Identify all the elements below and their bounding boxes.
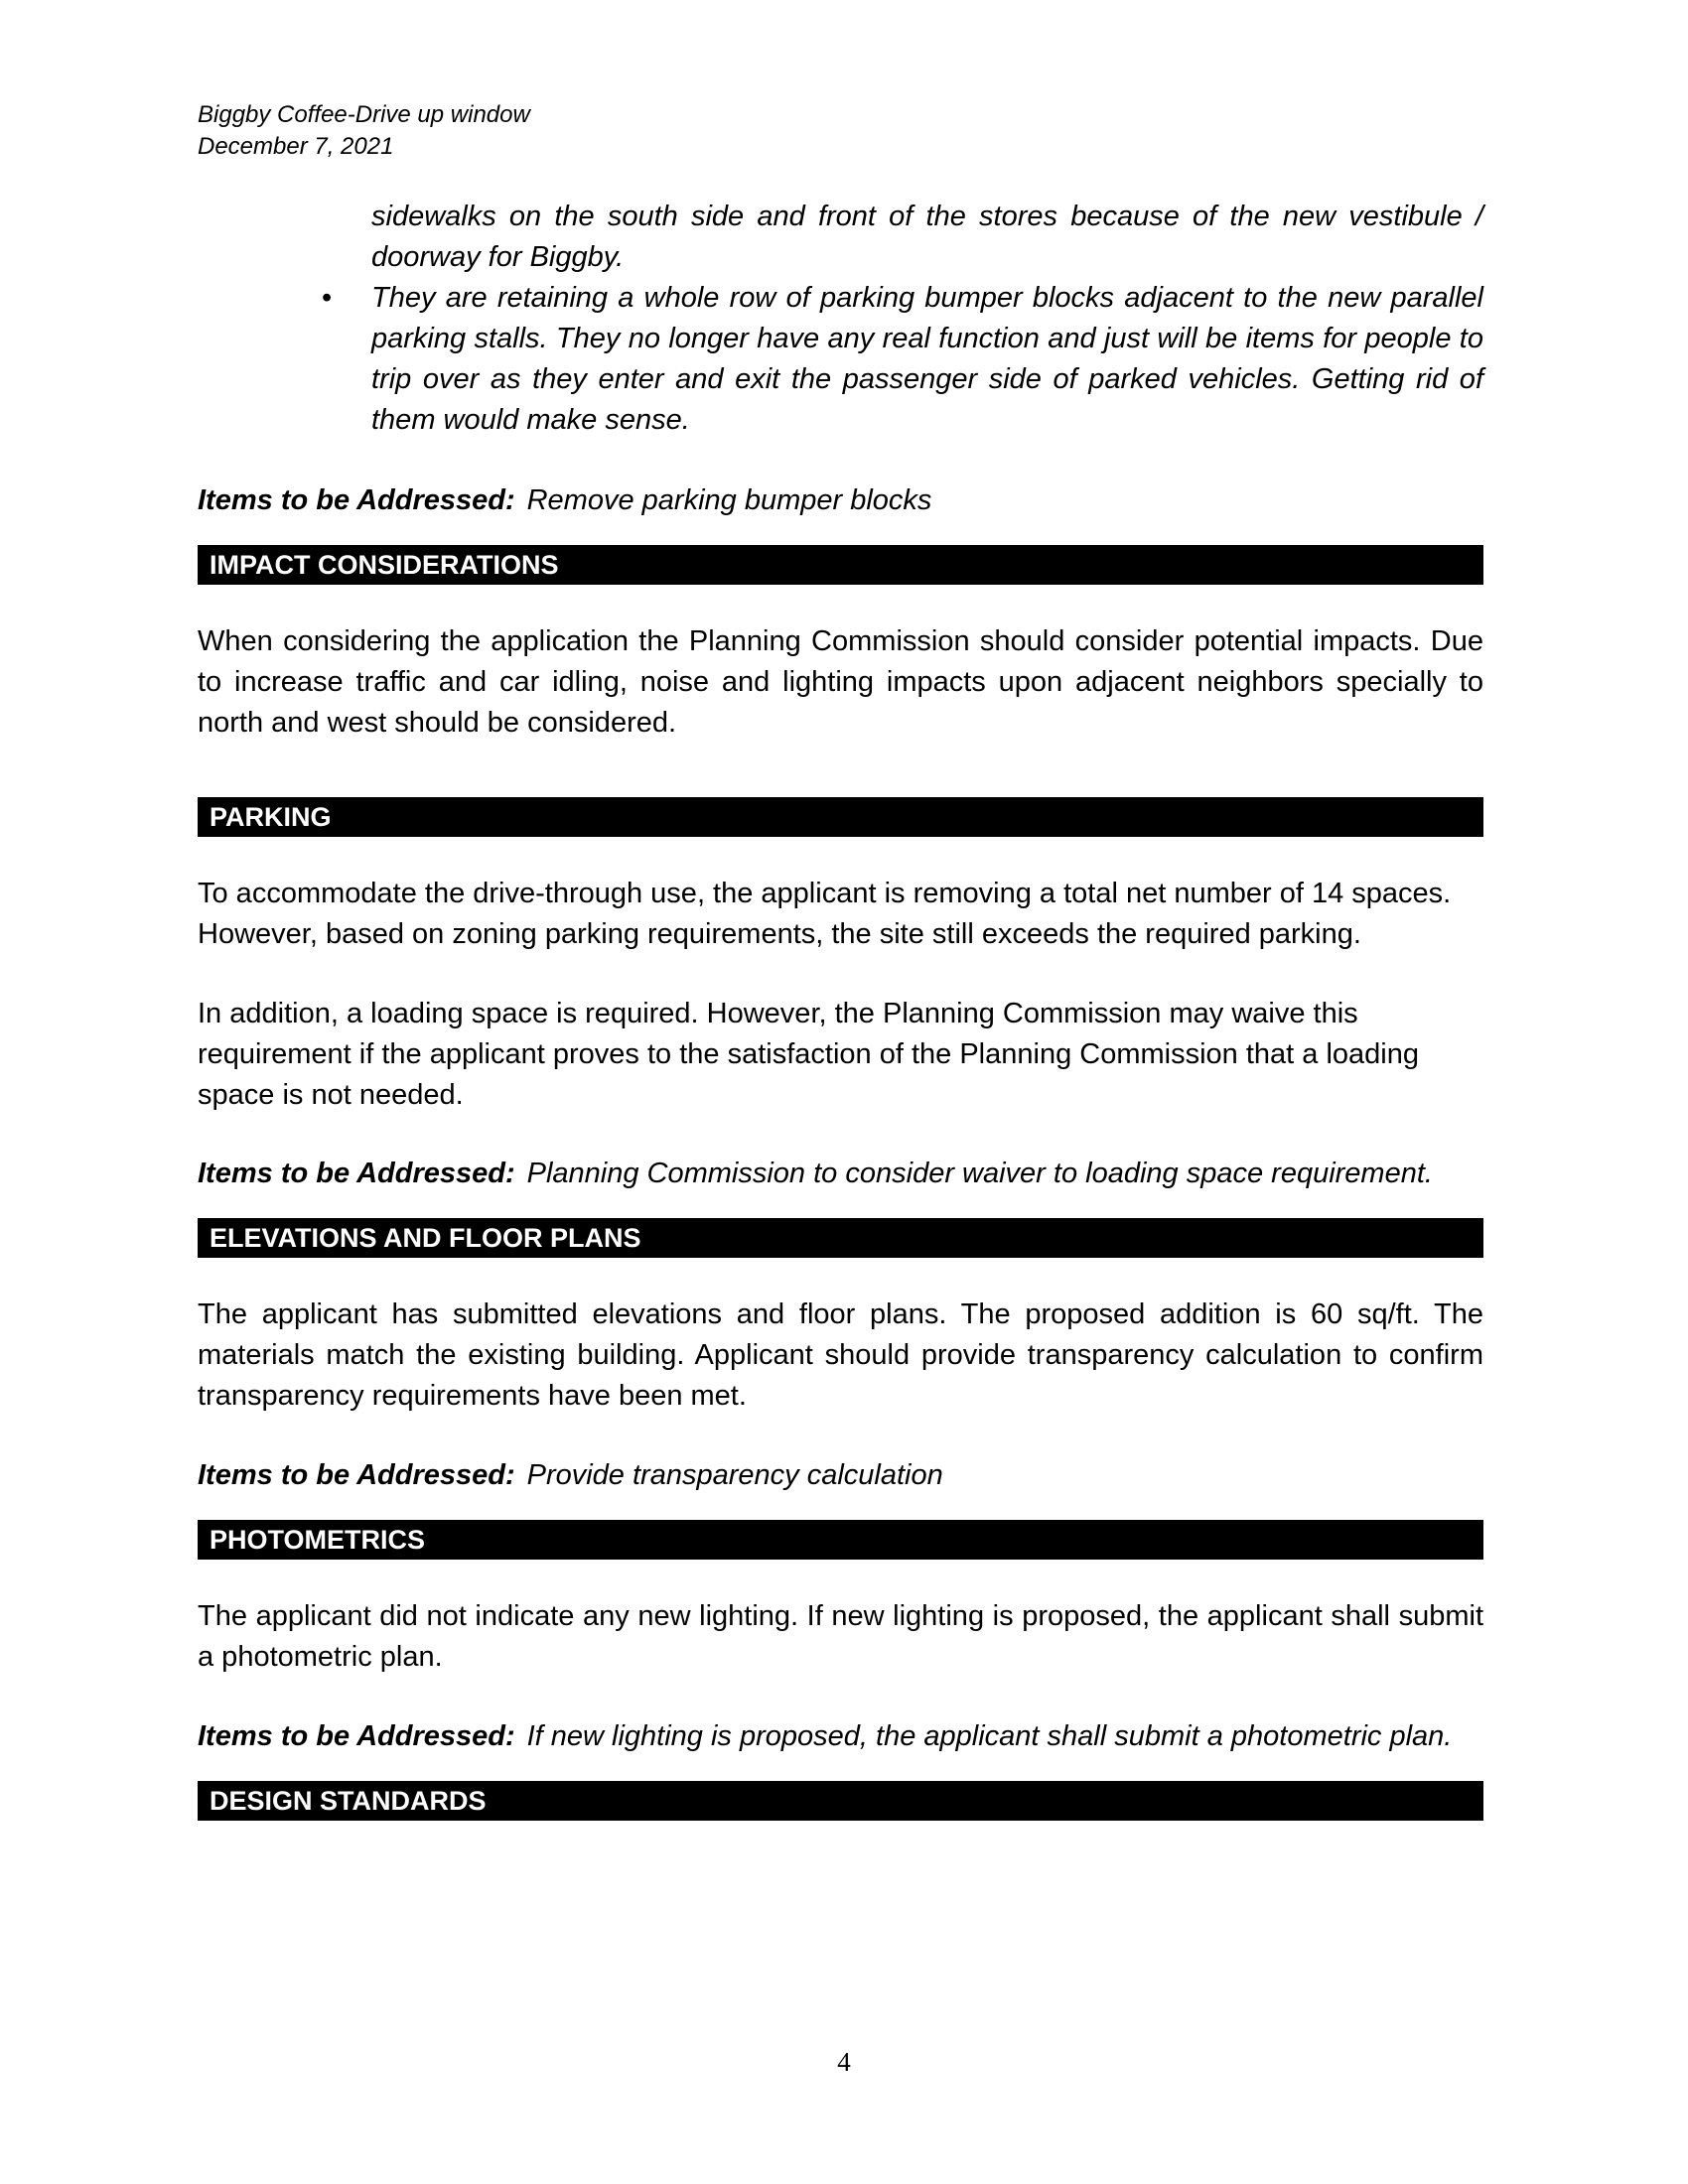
items-to-be-addressed (198, 1154, 1483, 1194)
items-to-be-addressed (198, 1716, 1483, 1757)
addressed-label: Items to be Addressed: (198, 484, 515, 516)
section-heading-photometrics: PHOTOMETRICS (198, 1520, 1483, 1560)
photometrics-paragraph: The applicant did not indicate any new lighting. If new lighting is proposed, the applicant shall submit a photometric plan. (198, 1600, 1483, 1673)
addressed-text: Remove parking bumper blocks (526, 484, 932, 516)
addressed-text: If new lighting is proposed, the applicant shall submit a photometric plan. (526, 1720, 1453, 1752)
addressed-label: Items to be Addressed: (198, 1459, 515, 1491)
section-heading-parking: PARKING (198, 797, 1483, 837)
items-to-be-addressed (198, 480, 1483, 521)
bullet-icon: • (322, 282, 333, 314)
addressed-text: Provide transparency calculation (526, 1459, 943, 1491)
elevations-paragraph: The applicant has submitted elevations and floor plans. The proposed addition is 60 sq/ft. The materials match the existing building. Applicant should provide transparency calculation to confirm transparency requirements have been met. (198, 1298, 1483, 1412)
addressed-label: Items to be Addressed: (198, 1158, 515, 1189)
section-heading-design: DESIGN STANDARDS (198, 1781, 1483, 1821)
header-date: December 7, 2021 (198, 133, 394, 160)
parking-paragraph-1: To accommodate the drive-through use, the applicant is removing a total net number of 14 spaces. However, based on zoning parking requirements, the site still exceeds the required parking. (198, 878, 1452, 950)
items-to-be-addressed (198, 1455, 1483, 1496)
header-title: Biggby Coffee-Drive up window (198, 101, 530, 128)
section-heading-impact: IMPACT CONSIDERATIONS (198, 545, 1483, 585)
addressed-label: Items to be Addressed: (198, 1720, 515, 1752)
impact-paragraph: When considering the application the Planning Commission should consider potential impacts. Due to increase traffic and car idling, noise and lighting impacts upon adjacent neighbors specially to north and west should be considered. (198, 625, 1483, 739)
bullet-item (322, 278, 1483, 441)
page-number: 4 (837, 2047, 851, 2077)
bullet-continuation: sidewalks on the south side and front of the stores because of the new vestibule / doorway for Biggby. (371, 201, 1483, 273)
addressed-text: Planning Commission to consider waiver to loading space requirement. (526, 1158, 1433, 1189)
bullet-text: They are retaining a whole row of parking bumper blocks adjacent to the new parallel parking stalls. They no longer have any real function and just will be items for people to trip over as they enter and exit the passenger side of parked vehicles. Getting rid of them would make sense. (371, 282, 1483, 436)
parking-paragraph-2: In addition, a loading space is required. However, the Planning Commission may waive this requirement if the applicant proves to the satisfaction of the Planning Commission that a loading space is not needed. (198, 998, 1419, 1111)
section-heading-elevations: ELEVATIONS AND FLOOR PLANS (198, 1218, 1483, 1258)
document-header (198, 99, 530, 163)
document-body (198, 197, 1483, 1821)
